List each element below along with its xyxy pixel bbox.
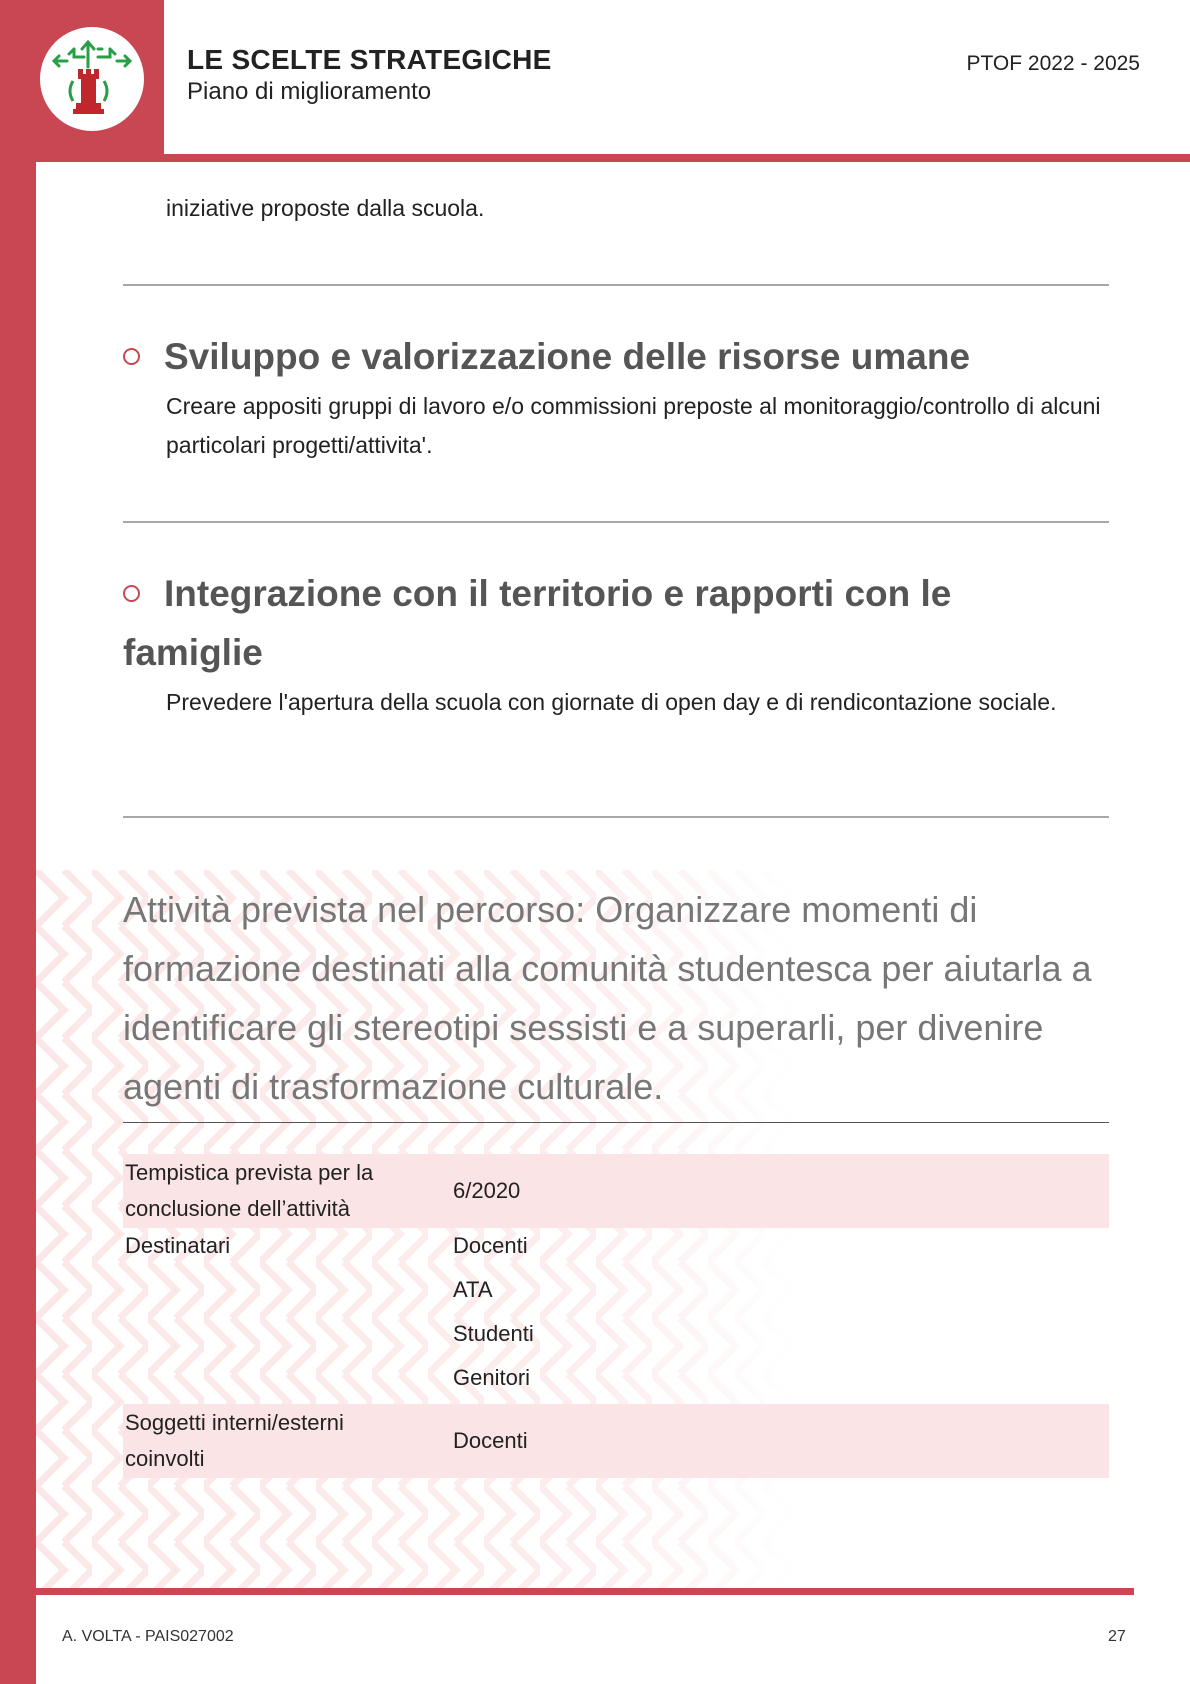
- section-body-risorse-umane: Creare appositi gruppi di lavoro e/o commissioni preposte al monitoraggio/controllo di alcuni particolari progetti/attivita'.: [166, 393, 1101, 458]
- school-logo: [40, 27, 144, 131]
- circle-bullet-icon: [123, 348, 140, 365]
- activity-description: Attività prevista nel percorso: Organizzare momenti di formazione destinati alla comunità studentesca per aiutarla a identificare gli stereotipi sessisti e a superarli, per divenire agenti di trasformazione culturale.: [123, 889, 1092, 1107]
- page-title: LE SCELTE STRATEGICHE: [187, 44, 552, 75]
- page-number: 27: [1108, 1628, 1126, 1645]
- row-label: Tempistica prevista per la conclusione dell’attività: [125, 1160, 374, 1221]
- row-value: 6/2020: [453, 1178, 521, 1203]
- table-row: [123, 1154, 1109, 1228]
- divider: [123, 816, 1109, 818]
- left-accent-bar: [0, 0, 36, 1684]
- activity-table: [123, 1154, 1109, 1478]
- circle-bullet-icon: [123, 585, 140, 602]
- divider: [123, 284, 1109, 286]
- logo-block: [0, 0, 164, 162]
- section-heading-risorse-umane: Sviluppo e valorizzazione delle risorse umane: [123, 327, 1083, 386]
- section-body-territorio: Prevedere l'apertura della scuola con giornate di open day e di rendicontazione sociale.: [166, 689, 1057, 715]
- divider: [123, 521, 1109, 523]
- row-value: ATA: [453, 1277, 493, 1302]
- row-value: Genitori: [453, 1365, 531, 1390]
- intro-text: iniziative proposte dalla scuola.: [166, 195, 485, 221]
- row-label: Soggetti interni/esterni coinvolti: [125, 1410, 344, 1471]
- row-value: Studenti: [453, 1321, 534, 1346]
- footer-school-code: A. VOLTA - PAIS027002: [62, 1628, 234, 1645]
- activity-divider: [123, 1122, 1109, 1123]
- header-divider: [36, 154, 1190, 162]
- section-heading-territorio: Integrazione con il territorio e rapporti con le famiglie: [123, 573, 952, 673]
- ptof-label: PTOF 2022 - 2025: [966, 52, 1140, 75]
- row-value: Docenti: [453, 1233, 528, 1258]
- row-label: Destinatari: [125, 1233, 231, 1258]
- page-subtitle: Piano di miglioramento: [187, 78, 432, 105]
- row-value: Docenti: [453, 1428, 528, 1453]
- footer-divider: [36, 1588, 1134, 1595]
- table-row: [123, 1404, 1109, 1478]
- table-row: [123, 1228, 1109, 1404]
- tower-logo-icon: [40, 27, 144, 131]
